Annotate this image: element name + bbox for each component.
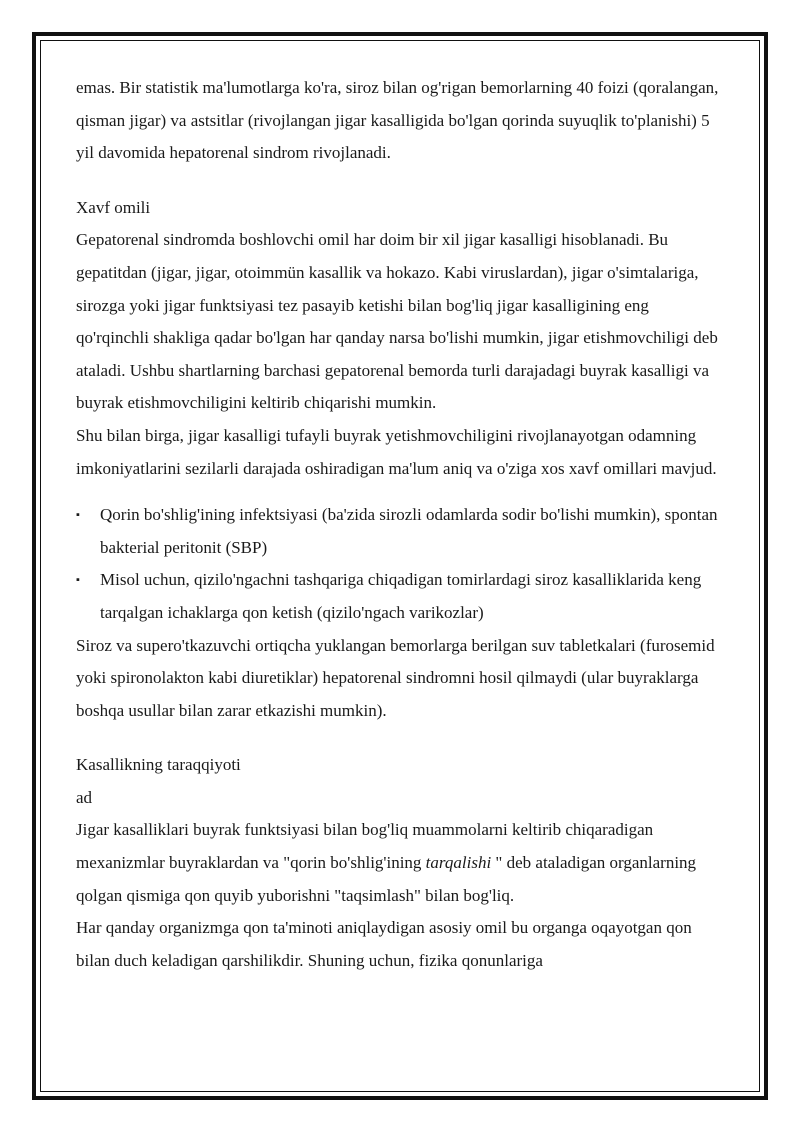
progress-paragraph-1-start: Jigar kasalliklari buyrak funktsiyasi bilan bog'liq muammolarni keltirib chiqaradigan mexanizmlar buyraklardan va "qorin bo'shlig'ining [76,820,654,873]
progress-paragraph-1 [76,814,726,912]
spacer [76,485,726,499]
list-item-text: Misol uchun, qizilo'ngachni tashqariga chiqadigan tomirlardagi siroz kasalliklarida keng tarqalgan ichaklarga qon ketish (qizilo'ngach varikozlar) [100,570,702,622]
list-item [76,499,726,564]
spacer [76,727,726,749]
italic-term: tarqalishi [425,853,492,873]
list-item-text: Qorin bo'shlig'ining infektsiyasi (ba'zida sirozli odamlarda sodir bo'lishi mumkin), spontan bakterial peritonit (SBP) [100,505,718,557]
intro-paragraph: emas. Bir statistik ma'lumotlarga ko'ra, siroz bilan og'rigan bemorlarning 40 foizi (qoralangan, qisman jigar) va astsitlar (rivojlangan jigar kasalligida bo'lgan qorinda suyuqlik to'planishi) 5 yil davomida hepatorenal sindrom rivojlanadi. [76,78,719,163]
section-heading-disease-progress: Kasallikning taraqqiyoti [76,755,241,775]
section-heading-risk-factor: Xavf omili [76,197,151,217]
progress-paragraph-1-end: " deb ataladigan organlarning qolgan qismiga qon quyib yuborishni "taqsimlash" bilan bog'liq. [76,853,697,905]
bullet-icon: ▪ [76,574,80,587]
spacer [76,170,726,192]
section-subheading: ad [76,787,93,807]
document-body [76,72,726,977]
risk-paragraph-2: Shu bilan birga, jigar kasalligi tufayli buyrak yetishmovchiligini rivojlanayotgan odamning imkoniyatlarini sezilarli darajada oshiradigan ma'lum aniq va o'ziga xos xavf omillari mavjud. [76,425,717,478]
risk-paragraph-1: Gepatorenal sindromda boshlovchi omil har doim bir xil jigar kasalligi hisoblanadi. Bu gepatitdan (jigar, jigar, otoimmün kasallik va hokazo. Kabi viruslardan), jigar o'simtalariga, sirozga yoki jigar funktsiyasi tez pasayib ketishi bilan bog'liq jigar kasalligining eng qo'rqinchli shakliga qadar bo'lgan har qanday narsa bo'lishi mumkin, jigar etishmovchiligi deb ataladi. Ushbu shartlarning barchasi gepatorenal bemorda turli darajadagi buyrak kasalligi va buyrak etishmovchiligini keltirib chiqarishi mumkin. [76,230,718,413]
progress-paragraph-2: Har qanday organizmga qon ta'minoti aniqlaydigan asosiy omil bu organga oqayotgan qon bilan duch keladigan qarshilikdir. Shuning uchun, fizika qonunlariga [76,918,692,970]
risk-paragraph-3: Siroz va supero'tkazuvchi ortiqcha yuklangan bemorlarga berilgan suv tabletkalari (furosemid yoki spironolakton kabi diuretiklar) hepatorenal sindromni hosil qilmaydi (ular buyraklarga boshqa usullar bilan zarar etkazishi mumkin). [76,635,715,720]
risk-factor-list [76,499,726,629]
list-item [76,564,726,629]
bullet-icon: ▪ [76,509,80,522]
